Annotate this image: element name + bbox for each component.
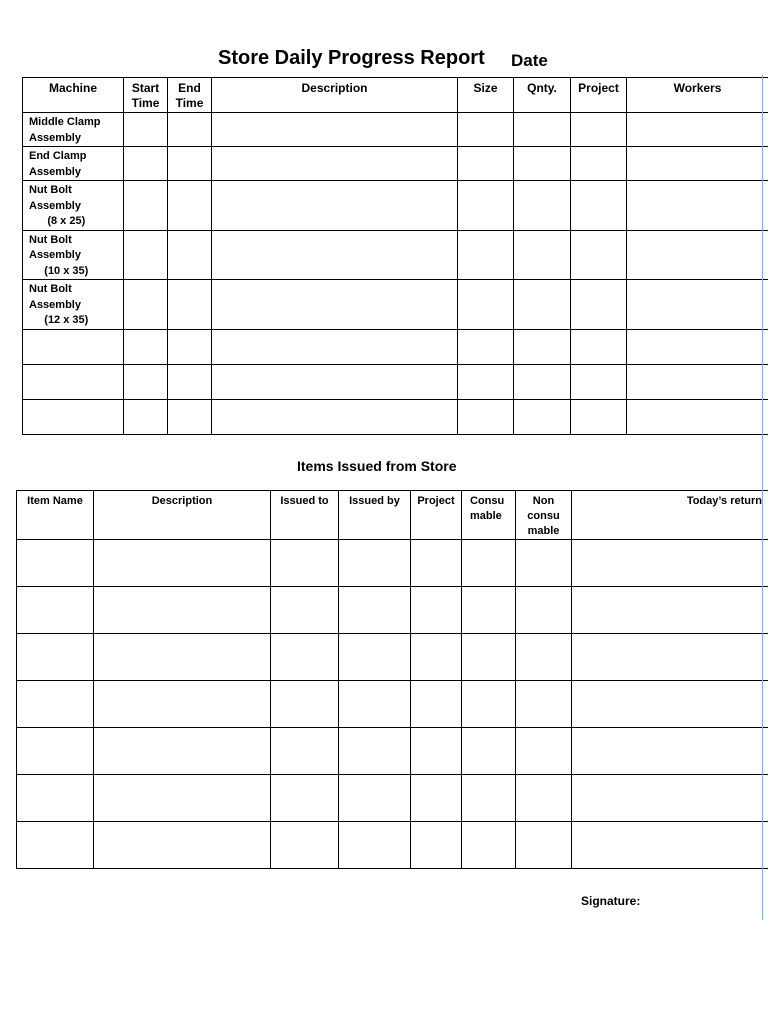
item-name-cell[interactable]: [17, 728, 94, 775]
qnty-cell[interactable]: [514, 113, 571, 147]
table-row: [23, 329, 768, 364]
header-non-consumable: Non consu mable: [516, 491, 572, 540]
description-cell[interactable]: [212, 181, 458, 231]
project-cell[interactable]: [571, 113, 627, 147]
consumable-cell[interactable]: [462, 822, 516, 869]
end-time-cell[interactable]: [168, 113, 212, 147]
non-consumable-cell[interactable]: [516, 540, 572, 587]
machine-cell: Nut Bolt Assembly (10 x 35): [23, 230, 124, 280]
qnty-cell[interactable]: [514, 329, 571, 364]
todays-return-cell[interactable]: [572, 587, 768, 634]
item-name-cell[interactable]: [17, 822, 94, 869]
start-time-cell[interactable]: [124, 230, 168, 280]
header-start-time: Start Time: [124, 78, 168, 113]
issued-by-cell[interactable]: [339, 634, 411, 681]
issued-by-cell[interactable]: [339, 540, 411, 587]
project-cell[interactable]: [411, 587, 462, 634]
header-size: Size: [458, 78, 514, 113]
consumable-cell[interactable]: [462, 587, 516, 634]
description-cell[interactable]: [94, 540, 271, 587]
project-cell[interactable]: [571, 147, 627, 181]
table-row: [23, 113, 768, 147]
item-name-cell[interactable]: [17, 634, 94, 681]
workers-cell[interactable]: [627, 113, 768, 147]
workers-cell[interactable]: [627, 280, 768, 330]
todays-return-cell[interactable]: [572, 775, 768, 822]
machine-cell[interactable]: [23, 364, 124, 399]
qnty-cell[interactable]: [514, 280, 571, 330]
header-todays-return: Today’s return: [572, 491, 768, 540]
non-consumable-cell[interactable]: [516, 681, 572, 728]
machine-cell: Middle Clamp Assembly: [23, 113, 124, 147]
table-row: [23, 230, 768, 280]
description-cell[interactable]: [94, 822, 271, 869]
non-consumable-cell[interactable]: [516, 634, 572, 681]
issued-header-row: [17, 491, 768, 540]
issued-to-cell[interactable]: [271, 822, 339, 869]
description-cell[interactable]: [94, 587, 271, 634]
end-time-cell[interactable]: [168, 364, 212, 399]
header-item-name: Item Name: [17, 491, 94, 540]
project-cell[interactable]: [411, 775, 462, 822]
size-cell[interactable]: [458, 364, 514, 399]
todays-return-cell[interactable]: [572, 540, 768, 587]
issued-to-cell[interactable]: [271, 681, 339, 728]
size-cell[interactable]: [458, 230, 514, 280]
page-edge-line: [762, 75, 763, 920]
issued-by-cell[interactable]: [339, 775, 411, 822]
qnty-cell[interactable]: [514, 364, 571, 399]
header-workers: Workers: [627, 78, 768, 113]
machine-cell[interactable]: [23, 399, 124, 434]
issued-to-cell[interactable]: [271, 775, 339, 822]
start-time-cell[interactable]: [124, 113, 168, 147]
description-cell[interactable]: [94, 775, 271, 822]
description-cell[interactable]: [212, 364, 458, 399]
description-cell[interactable]: [212, 329, 458, 364]
table-row: [23, 280, 768, 330]
table-row: [17, 681, 768, 728]
size-cell[interactable]: [458, 329, 514, 364]
header-description: Description: [94, 491, 271, 540]
machine-cell: Nut Bolt Assembly (12 x 35): [23, 280, 124, 330]
project-cell[interactable]: [411, 822, 462, 869]
table-row: [17, 775, 768, 822]
qnty-cell[interactable]: [514, 399, 571, 434]
workers-cell[interactable]: [627, 181, 768, 231]
issued-section-title: Items Issued from Store: [297, 458, 457, 474]
header-end-time: End Time: [168, 78, 212, 113]
project-cell[interactable]: [411, 728, 462, 775]
signature-label: Signature:: [581, 894, 641, 908]
table-row: [17, 728, 768, 775]
issued-to-cell[interactable]: [271, 634, 339, 681]
description-cell[interactable]: [94, 634, 271, 681]
issued-to-cell[interactable]: [271, 728, 339, 775]
description-cell[interactable]: [94, 728, 271, 775]
todays-return-cell[interactable]: [572, 822, 768, 869]
table-row: [23, 399, 768, 434]
todays-return-cell[interactable]: [572, 728, 768, 775]
issued-by-cell[interactable]: [339, 822, 411, 869]
consumable-cell[interactable]: [462, 681, 516, 728]
non-consumable-cell[interactable]: [516, 822, 572, 869]
issued-to-cell[interactable]: [271, 540, 339, 587]
end-time-cell[interactable]: [168, 329, 212, 364]
table-row: [17, 540, 768, 587]
end-time-cell[interactable]: [168, 399, 212, 434]
table-row: [17, 634, 768, 681]
issued-to-cell[interactable]: [271, 587, 339, 634]
consumable-cell[interactable]: [462, 775, 516, 822]
non-consumable-cell[interactable]: [516, 587, 572, 634]
workers-cell[interactable]: [627, 147, 768, 181]
header-machine: Machine: [23, 78, 124, 113]
description-cell[interactable]: [212, 280, 458, 330]
description-cell[interactable]: [212, 399, 458, 434]
issued-by-cell[interactable]: [339, 681, 411, 728]
start-time-cell[interactable]: [124, 280, 168, 330]
header-qnty: Qnty.: [514, 78, 571, 113]
end-time-cell[interactable]: [168, 280, 212, 330]
progress-header-row: [23, 78, 768, 113]
workers-cell[interactable]: [627, 329, 768, 364]
description-cell[interactable]: [212, 147, 458, 181]
table-row: [17, 822, 768, 869]
table-row: [23, 364, 768, 399]
end-time-cell[interactable]: [168, 147, 212, 181]
project-cell[interactable]: [411, 681, 462, 728]
todays-return-cell[interactable]: [572, 634, 768, 681]
item-name-cell[interactable]: [17, 587, 94, 634]
item-name-cell[interactable]: [17, 681, 94, 728]
header-issued-to: Issued to: [271, 491, 339, 540]
header-project: Project: [571, 78, 627, 113]
start-time-cell[interactable]: [124, 147, 168, 181]
todays-return-cell[interactable]: [572, 681, 768, 728]
issued-by-cell[interactable]: [339, 587, 411, 634]
non-consumable-cell[interactable]: [516, 775, 572, 822]
table-row: [23, 147, 768, 181]
start-time-cell[interactable]: [124, 329, 168, 364]
item-name-cell[interactable]: [17, 775, 94, 822]
description-cell[interactable]: [212, 113, 458, 147]
header-description: Description: [212, 78, 458, 113]
end-time-cell[interactable]: [168, 230, 212, 280]
qnty-cell[interactable]: [514, 147, 571, 181]
qnty-cell[interactable]: [514, 230, 571, 280]
consumable-cell[interactable]: [462, 540, 516, 587]
header-issued-by: Issued by: [339, 491, 411, 540]
progress-table: [22, 77, 768, 435]
machine-cell: End Clamp Assembly: [23, 147, 124, 181]
project-cell[interactable]: [411, 634, 462, 681]
issued-items-table: [16, 490, 768, 869]
project-cell[interactable]: [411, 540, 462, 587]
non-consumable-cell[interactable]: [516, 728, 572, 775]
project-cell[interactable]: [571, 181, 627, 231]
project-cell[interactable]: [571, 329, 627, 364]
size-cell[interactable]: [458, 181, 514, 231]
project-cell[interactable]: [571, 230, 627, 280]
end-time-cell[interactable]: [168, 181, 212, 231]
consumable-cell[interactable]: [462, 634, 516, 681]
description-cell[interactable]: [212, 230, 458, 280]
description-cell[interactable]: [94, 681, 271, 728]
start-time-cell[interactable]: [124, 181, 168, 231]
start-time-cell[interactable]: [124, 364, 168, 399]
workers-cell[interactable]: [627, 364, 768, 399]
page-title: Store Daily Progress Report: [218, 47, 485, 69]
size-cell[interactable]: [458, 399, 514, 434]
machine-cell[interactable]: [23, 329, 124, 364]
size-cell[interactable]: [458, 280, 514, 330]
workers-cell[interactable]: [627, 230, 768, 280]
start-time-cell[interactable]: [124, 399, 168, 434]
project-cell[interactable]: [571, 280, 627, 330]
issued-by-cell[interactable]: [339, 728, 411, 775]
qnty-cell[interactable]: [514, 181, 571, 231]
machine-cell: Nut Bolt Assembly (8 x 25): [23, 181, 124, 231]
header-consumable: Consu mable: [462, 491, 516, 540]
project-cell[interactable]: [571, 399, 627, 434]
header-project: Project: [411, 491, 462, 540]
size-cell[interactable]: [458, 113, 514, 147]
size-cell[interactable]: [458, 147, 514, 181]
project-cell[interactable]: [571, 364, 627, 399]
table-row: [17, 587, 768, 634]
workers-cell[interactable]: [627, 399, 768, 434]
table-row: [23, 181, 768, 231]
item-name-cell[interactable]: [17, 540, 94, 587]
date-label: Date: [511, 51, 548, 70]
consumable-cell[interactable]: [462, 728, 516, 775]
